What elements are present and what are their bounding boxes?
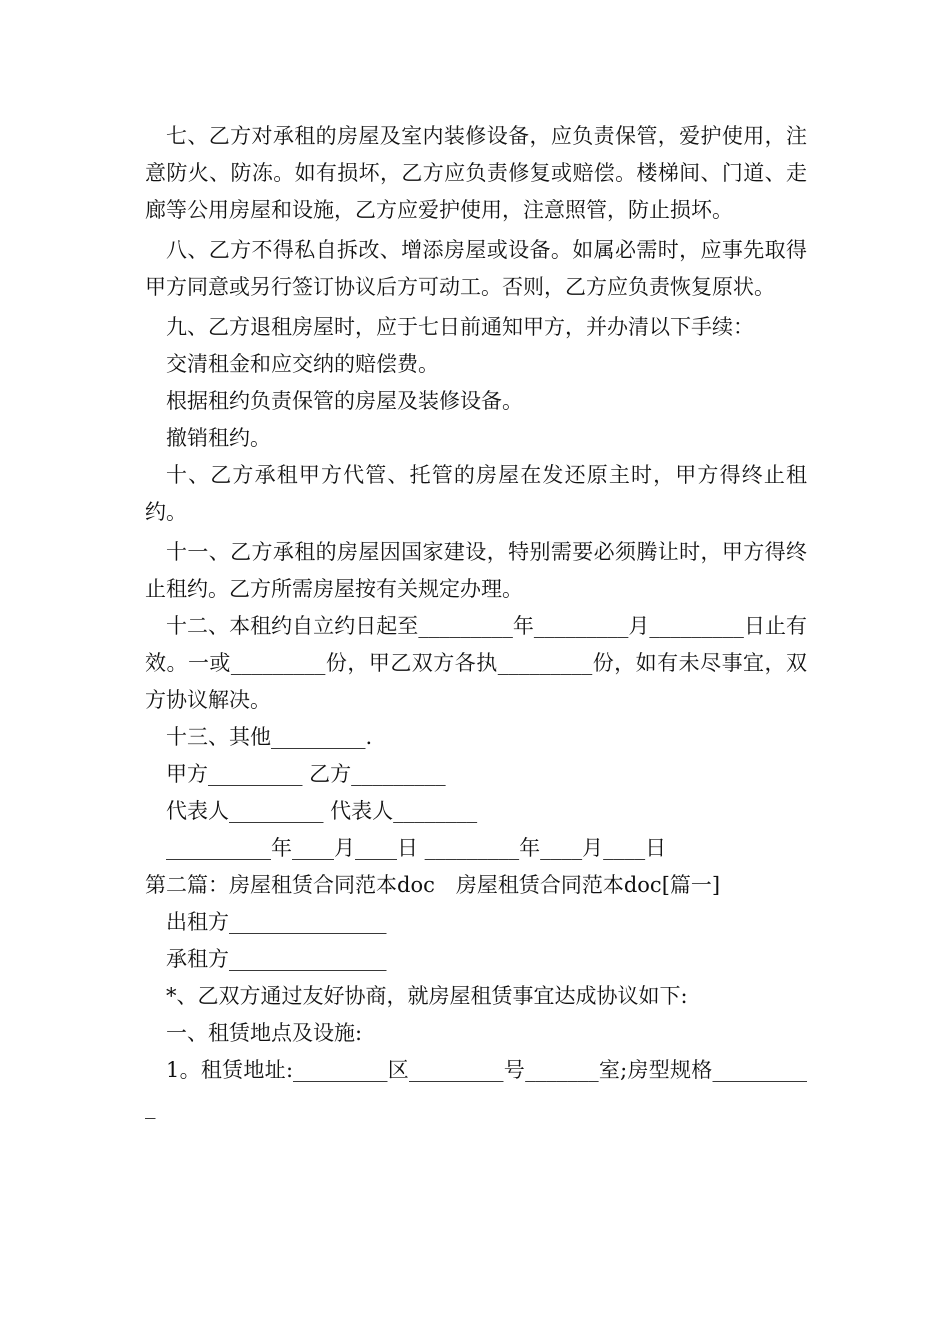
document-page xyxy=(145,118,807,1126)
lessor-line: 出租方_______________ xyxy=(166,910,387,934)
clause-12: 十二、本租约自立约日起至_________年_________月_________日止有效。一或_________份，甲乙双方各执_________份，如有未尽事宜，双方协议解决。 xyxy=(145,614,807,712)
signature-representatives: 代表人_________ 代表人________ xyxy=(166,799,478,823)
clause-10: 十、乙方承租甲方代管、托管的房屋在发还原主时，甲方得终止租约。 xyxy=(145,463,807,524)
clause-9-item-2: 根据租约负责保管的房屋及装修设备。 xyxy=(166,389,523,413)
clause-13: 十三、其他_________. xyxy=(166,725,373,749)
lessee-line: 承租方_______________ xyxy=(166,947,387,971)
signature-dates: __________年____月____日 _________年____月____日 xyxy=(166,836,667,860)
clause-11: 十一、乙方承租的房屋因国家建设，特别需要必须腾让时，甲方得终止租约。乙方所需房屋按有关规定办理。 xyxy=(145,540,807,601)
section-2-clause-1: 一、租赁地点及设施: xyxy=(166,1021,363,1045)
section-2-heading: 第二篇：房屋租赁合同范本doc 房屋租赁合同范本doc[篇一] xyxy=(145,873,721,897)
agreement-intro: *、乙双方通过友好协商，就房屋租赁事宜达成协议如下: xyxy=(166,984,688,1008)
clause-7: 七、乙方对承租的房屋及室内装修设备，应负责保管，爱护使用，注意防火、防冻。如有损坏，乙方应负责修复或赔偿。楼梯间、门道、走廊等公用房屋和设施，乙方应爱护使用，注意照管，防止损坏。 xyxy=(145,124,807,222)
clause-9: 九、乙方退租房屋时，应于七日前通知甲方，并办清以下手续： xyxy=(166,315,754,339)
rental-address-line: 1。租赁地址:_________区_________号_______室;房型规格__________ xyxy=(145,1058,807,1119)
clause-9-item-3: 撤销租约。 xyxy=(166,426,271,450)
clause-9-item-1: 交清租金和应交纳的赔偿费。 xyxy=(166,352,439,376)
signature-parties: 甲方_________ 乙方_________ xyxy=(166,762,446,786)
clause-8: 八、乙方不得私自拆改、增添房屋或设备。如属必需时，应事先取得甲方同意或另行签订协议后方可动工。否则，乙方应负责恢复原状。 xyxy=(145,238,807,299)
